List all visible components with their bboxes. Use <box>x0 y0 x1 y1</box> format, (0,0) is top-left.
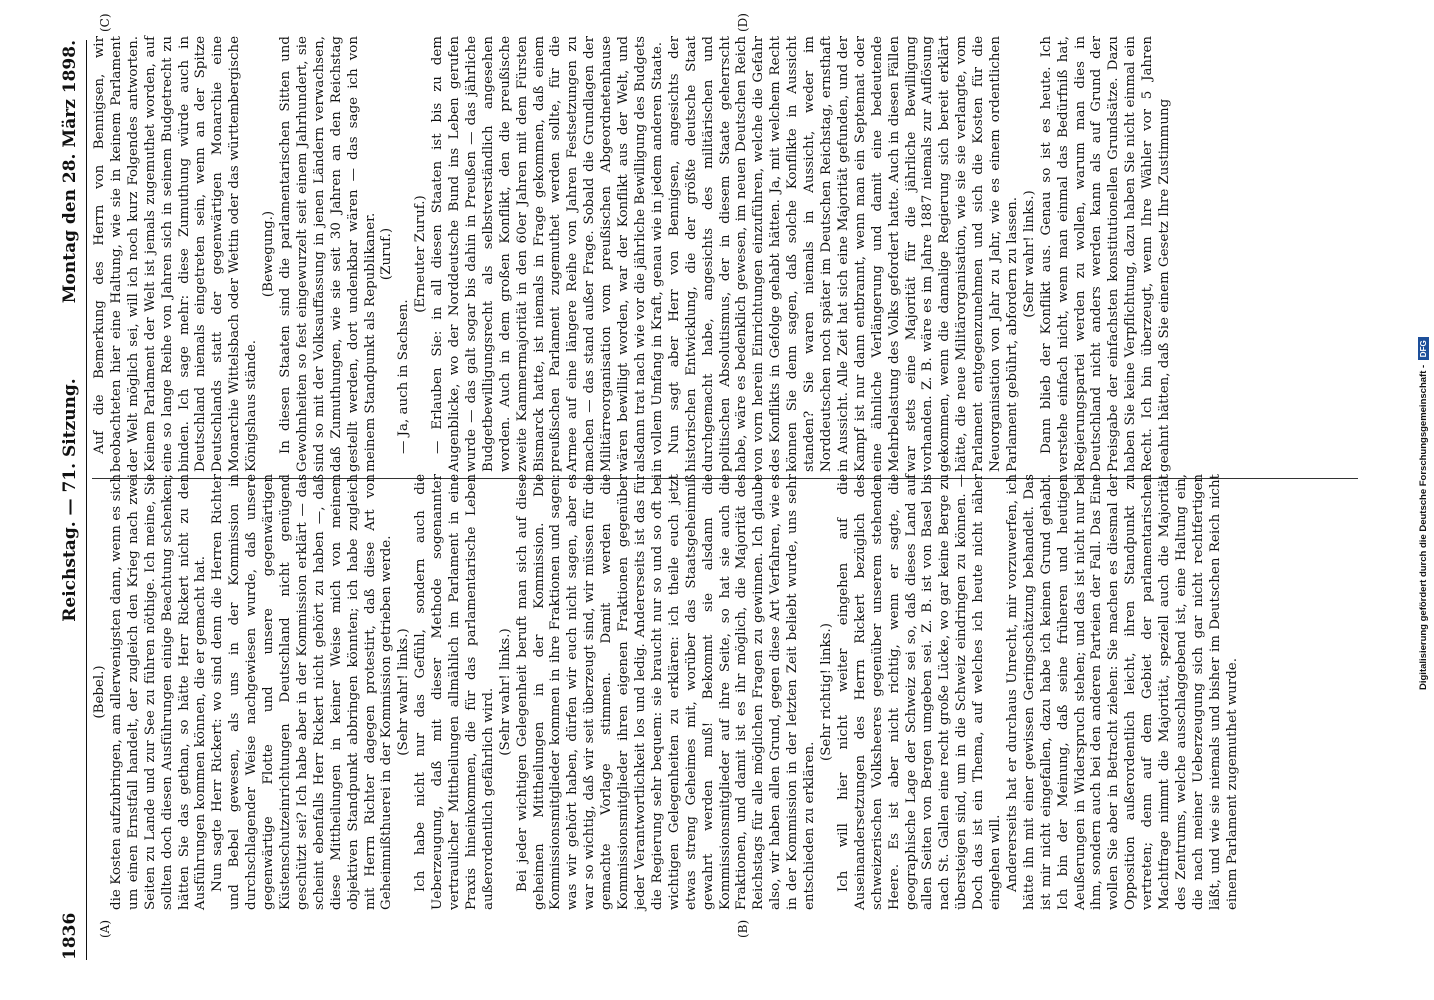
marker-b: (B) <box>736 919 750 938</box>
credit-text: Digitalisierung gefördert durch die Deutsche Forschungsgemeinschaft - <box>1418 364 1429 690</box>
interjection: (Sehr wahr! links.) <box>396 628 412 756</box>
interjection: (Bewegung.) <box>261 210 277 298</box>
paragraph: Bei jeder wichtigen Gelegenheit beruft man sich auf diese geheimen Mittheilungen in der Kommission. Die Kommissionsmitglieder kommen in ihre Fraktionen und sagen: was wir gehört haben, dürfen wir euch nicht sagen, aber es war so wichtig, daß wir seit überzeugt sind, wir müssen für die gemachte Vorlage stimmen. Damit werden die Kommissionsmitglieder ihren eigenen Fraktionen gegenüber jeder Verantwortlichkeit los und ledig. Andererseits ist das für die Regierung sehr bequem: sie braucht nur so und so oft bei wichtigen Gelegenheiten zu erklären: ich theile euch jetzt etwas streng Geheimes mit, worüber das Staatsgeheimniß gewahrt werden muß! Bekommt sie alsdann die Kommissionsmitglieder auf ihre Seite, so hat sie auch die Fraktionen, und damit ist es ihr möglich, die Majorität des Reichstags für alle möglichen Fragen zu gewinnen. Ich glaube also, wir haben allen Grund, gegen diese Art Verfahren, wie es in der Kommission in der letzten Zeit beliebt wurde, uns sehr entschieden zu erklären. <box>514 474 818 910</box>
session-title: Reichstag. — 71. Sitzung. <box>60 378 80 622</box>
paragraph: Andererseits hat er durchaus Unrecht, mir vorzuwerfen, ich hätte ihn mit einer gewissen Geringschätzung behandelt. Das ist mir nicht eingefallen, dazu habe ich keinen Grund gehabt. Ich bin der Meinung, daß seine früheren und heutigen Aeußerungen in Widerspruch stehen; und das ist nicht nur bei ihm, sondern auch bei den anderen Parteien der Fall. Das Eine wollen Sie aber in Betracht ziehen: Sie machen es diesmal der Opposition außerordentlich leicht, ihren Standpunkt zu vertreten; denn auf dem Gebiet der parlamentarischen Machtfrage nimmt die Majorität, speziell auch die Majorität des Zentrums, welche ausschlaggebend ist, eine Haltung ein, die nach meiner Ueberzeugung sich gar nicht rechtfertigen läßt, und wie sie niemals und bisher im Deutschen Reich nicht einem Parlament zugemuthet wurde. <box>1004 474 1240 910</box>
paragraph: Nun sagt aber Herr von Bennigsen, angesichts der historischen Entwicklung, die der größte deutsche Staat durchgemacht habe, angesichts des militärischen und politischen Absolutismus, der in diesem Staate geherrscht habe, wäre es bedenklich gewesen, im neuen Deutschen Reich von vorn herein Einrichtungen einzuführen, welche die Gefahr des Konflikts in Gefolge gehabt hätten. Ja, mit welchem Recht können Sie denn sagen, daß solche Konflikte in Aussicht standen? Sie waren niemals in Aussicht, weder im Norddeutschen noch später im Deutschen Reichstag, ernsthaft in Aussicht. Alle Zeit hat sich eine Majorität gefunden, und der Kampf ist nur dann entbrannt, wenn man ein Septennat oder eine ähnliche Verlängerung und damit eine bedeutende Mehrbelastung des Volks gefordert hatte. Auch in diesen Fällen war stets eine Majorität für die jährliche Bewilligung vorhanden. Z. B. wäre es im Jahre 1887 niemals zur Auflösung gekommen, wenn die damalige Regierung sich bereit erklärt hätte, die neue Militärorganisation, wie sie sie verlangte, vom Parlament entgegenzunehmen und sich die Kosten für die Neuorganisation von Jahr zu Jahr, wie es einem ordentlichen Parlament gebührt, abfordern zu lassen. <box>666 36 1020 472</box>
paragraph: — Ja, auch in Sachsen. <box>396 299 412 454</box>
marker-a: (A) <box>98 919 112 938</box>
paragraph: — Erlauben Sie: in all diesen Staaten ist bis zu dem Augenblicke, wo der Norddeutsche Bund ins Leben gerufen wurde — das galt sogar bis dahin in Preußen — das jährliche Budgetbewilligungsrecht als selbstverständlich angesehen worden. Auch in dem großen Konflikt, den die preußische zweite Kammermajorität in den 60er Jahren mit dem Fürsten Bismarck hatte, ist niemals in Frage gekommen, daß einem preußischen Parlament zugemuthet werden sollte, für die Armee auf eine längere Reihe von Jahren Festsetzungen zu machen — das stand außer Frage. Sobald die Grundlagen der Militärreorganisation vom preußischen Abgeordnetenhause wären bewilligt worden, war der Konflikt aus der Welt, und alsdann trat nach wie vor die jährliche Bewilligung des Budgets in vollem Umfang in Kraft, genau wie in jedem anderen Staate. <box>430 36 665 472</box>
interjection: (Sehr richtig! links.) <box>818 623 834 761</box>
marker-d: (D) <box>736 13 750 32</box>
session-date: Montag den 28. März 1898. <box>60 40 80 304</box>
interjection: (Sehr wahr! links.) <box>497 628 513 756</box>
paragraph: In diesen Staaten sind die parlamentarischen Sitten und Gewohnheiten so fest eingewurzelt seit einem Jahrhundert, sie sind so mit der Volksauffassung in jenen Ländern verwachsen, daß Zumuthungen, wie sie seit 30 Jahren an den Reichstag gestellt werden, dort undenkbar wären — das sage ich von meinem Standpunkt als Republikaner. <box>277 36 378 472</box>
paragraph: Ich will hier nicht weiter eingehen auf die Auseinandersetzungen des Herrn Rickert bezüglich des schweizerischen Volksheeres gegenüber unserem stehenden Heere. Es ist aber nicht richtig, wenn er sagte, die geographische Lage der Schweiz sei so, daß dieses Land auf allen Seiten von Bergen umgeben sei. Z. B. ist von Basel bis nach St. Gallen eine recht große Lücke, wo gar keine Berge zu übersteigen sind, um in die Schweiz eindringen zu können. — Doch das ist ein Thema, auf welches ich heute nicht näher eingehen will. <box>835 474 1004 910</box>
right-column <box>92 36 1174 472</box>
dfg-logo: DFG <box>1418 337 1429 360</box>
interjection: (Zuruf.) <box>379 227 395 281</box>
page-header <box>58 40 88 960</box>
paragraph: Nun sagte Herr Rickert: wo sind denn die Herren Richter und Bebel gewesen, als uns in der Kommission in durchschlagender Weise nachgewiesen wurde, daß unsere gegenwärtige Flotte und unsere gegenwärtigen Küstenschutzeinrichtungen Deutschland nicht genügend geschützt sei? Ich habe aber in der Kommission erklärt — das scheint ebenfalls Herr Rickert nicht gehört zu haben —, daß diese Mittheilungen in keiner Weise mich von meinem objektiven Standpunkt abbringen könnten; ich habe zugleich mit Herrn Richter dagegen protestirt, daß diese Art von Geheimnißthuerei in der Kommission getrieben werde. <box>210 474 395 910</box>
paragraph: Auf die Bemerkung des Herrn von Bennigsen, wir beobachteten hier eine Haltung, wie sie in keinem Parlament der Welt möglich sei, will ich noch kurz Folgendes antworten. Keinem Parlament der Welt ist jemals zugemuthet worden, auf eine so lange Reihe von Jahren sich in seinem Budgetrecht zu binden. Ich sage mehr: diese Zumuthung würde auch in Deutschland niemals eingetreten sein, wenn an der Spitze Deutschlands statt der gegenwärtigen Monarchie eine Monarchie Wittelsbach oder Wettin oder das württembergische Königshaus stände. <box>92 36 260 472</box>
paragraph: Ich habe nicht nur das Gefühl, sondern auch die Ueberzeugung, daß mit dieser Methode sogenannter vertraulicher Mittheilungen allmählich im Parlament in eine Praxis hineinkommen, die für das parlamentarische Leben außerordentlich gefährlich wird. <box>413 474 496 910</box>
digitization-credit <box>1418 337 1429 690</box>
header-rule <box>86 40 87 960</box>
page-number: 1836 <box>60 912 80 960</box>
paragraph: Dann blieb der Konflikt aus. Genau so ist es heute. Ich verstehe einfach nicht, wenn man einmal das Bedürfniß hat, Regierungspartei werden zu wollen, warum man dies in Deutschland nicht anders werden kann als auf Grund der Preisgabe der einfachsten konstitutionellen Grundsätze. Dazu haben Sie keine Verpflichtung, dazu haben Sie nicht einmal ein Recht. Ich bin überzeugt, wenn Ihre Wähler vor 5 Jahren geahnt hätten, daß Sie einem Gesetz Ihre Zustimmung <box>1038 36 1173 472</box>
interjection: (Erneuter Zuruf.) <box>413 195 429 313</box>
paragraph: die Kosten aufzubringen, am allerwenigsten dann, wenn es sich um einen Ernstfall handelt, der zugleich den Krieg nach zwei Seiten zu Lande und zur See zu führen nöthige. Ich meine, Sie sollten doch diesen Ausführungen einige Beachtung schenken; hätten Sie das gethan, so hätte Herr Rickert nicht zu den Ausführungen kommen können, die er gemacht hat. <box>108 474 209 910</box>
left-column <box>92 474 1242 910</box>
interjection: (Sehr wahr! links.) <box>1021 190 1037 318</box>
marker-c: (C) <box>98 13 112 32</box>
speaker-label: (Bebel.) <box>92 665 107 719</box>
